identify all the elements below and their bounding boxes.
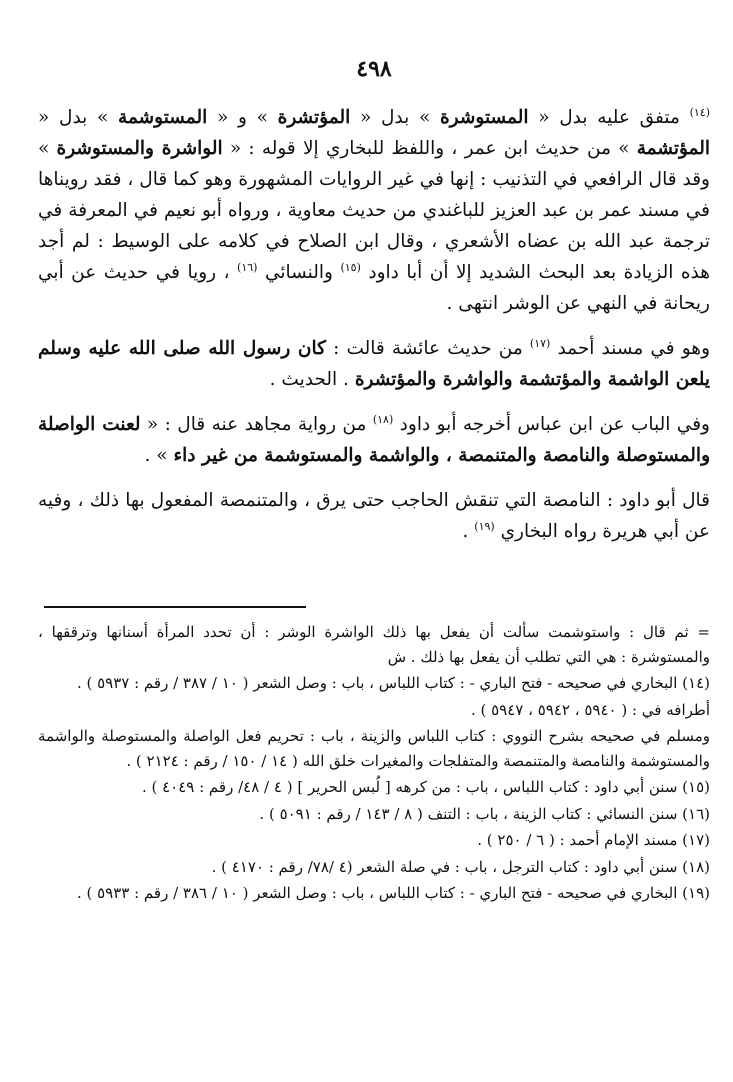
bold-text: المستوشرة <box>439 107 529 128</box>
footnote-ref: (١٦) <box>237 260 258 274</box>
text-run: ، رويا في حديث عن أبي ريحانة في النهي عن الوشر انتهى . <box>38 262 710 314</box>
text-run: متفق عليه بدل « <box>528 107 690 128</box>
text-run: من رواية مجاهد عنه قال : « <box>140 414 373 435</box>
text-run: » بدل « <box>38 107 119 128</box>
text-run: من حديث عائشة قالت : <box>325 338 530 359</box>
bold-text: المستوشمة <box>118 107 208 128</box>
paragraph <box>38 333 710 395</box>
page-number: ٤٩٨ <box>356 56 392 82</box>
text-run: والنسائي <box>257 262 341 283</box>
footnote-ref: (١٥) <box>340 260 361 274</box>
text-run: » من حديث ابن عمر ، واللفظ للبخاري إلا قوله : « <box>222 138 637 159</box>
footnote: (١٨) سنن أبي داود : كتاب الترجل ، باب : في صلة الشعر (٤ /٧٨/ رقم : ٤١٧٠ ) . <box>211 857 710 876</box>
footnote: (١٧) مسند الإمام أحمد : ( ٦ / ٢٥٠ ) . <box>477 831 710 849</box>
footnote: = ثم قال : واستوشمت سألت أن يفعل بها ذلك الواشرة الوشر : أن تحدد المرأة أسنانها وترققها ، والمستوشرة : هي التي تطلب أن يفعل بها ذلك . ش <box>38 623 710 666</box>
text-run: . <box>462 521 475 542</box>
book-page <box>38 0 710 1082</box>
footnote-ref: (١٩) <box>474 519 495 533</box>
bold-text: المؤتشرة <box>277 107 351 128</box>
footnote: (١٥) سنن أبي داود : كتاب اللباس ، باب : من كرهه [ لُبس الحرير ] ( ٤ / ٤٨/ رقم : ٤٠٤٩ ) . <box>141 778 710 796</box>
text-run: وهو في مسند أحمد <box>550 338 710 359</box>
footnote-ref: (١٤) <box>689 105 710 119</box>
text-run: وفي الباب عن ابن عباس أخرجه أبو داود <box>393 414 710 435</box>
footnote: (١٩) البخاري في صحيحه - فتح الباري - : كتاب اللباس ، باب : وصل الشعر ( ١٠ / ٣٨٦ / رقم : ٥٩٣٣ ) . <box>76 884 710 902</box>
footnote: (١٤) البخاري في صحيحه - فتح الباري - : كتاب اللباس ، باب : وصل الشعر ( ١٠ / ٣٨٧ / رقم : ٥٩٣٧ ) . <box>76 674 710 692</box>
main-text <box>38 102 710 561</box>
text-run: » وقد قال الرافعي في التذنيب : إنها في غير الروايات المشهورة وهو كما قال ، فقد رويناها في مسند عمر بن عبد العزيز للباغندي من حديث معاوية ، ورواه أبو نعيم في المعرفة في ترجمة عبد الله بن عضاه الأشعري ، وقال ابن الصلاح في كلامه على الوسيط : لم أجد هذه الزيادة بعد البحث الشديد إلا أن أبا داود <box>38 138 711 283</box>
footnote-divider <box>44 606 306 608</box>
paragraph <box>38 102 710 319</box>
footnote: ومسلم في صحيحه بشرح النووي : كتاب اللباس والزينة ، باب : تحريم فعل الواصلة والمستوصلة والواشمة والمستوشمة والنامصة والمتنمصة والمتفلجات والمغيرات خلق الله ( ١٤ / ١٥٠ / رقم : ٢١٢٤ ) . <box>38 727 710 770</box>
bold-text: الواشرة والمستوشرة <box>56 138 223 159</box>
bold-text: المؤتشمة <box>636 138 711 159</box>
footnotes <box>38 620 710 908</box>
bold-text: لعنت الواصلة والمستوصلة والنامصة والمتنمصة ، والواشمة والمستوشمة من غير داء <box>38 414 710 466</box>
footnote: أطرافه في : ( ٥٩٤٠ ، ٥٩٤٢ ، ٥٩٤٧ ) . <box>470 700 710 719</box>
text-run: » بدل « <box>350 107 440 128</box>
text-run: . الحديث . <box>269 369 355 390</box>
text-run: قال أبو داود : النامصة التي تنقش الحاجب حتى يرق ، والمتنمصة المفعول بها ذلك ، وفيه عن أبي هريرة رواه البخاري <box>38 490 710 542</box>
paragraph <box>38 409 710 471</box>
paragraph <box>38 485 710 547</box>
footnote-ref: (١٧) <box>529 336 551 350</box>
footnote: (١٦) سنن النسائي : كتاب الزينة ، باب : التنف ( ٨ / ١٤٣ / رقم : ٥٠٩١ ) . <box>259 804 710 823</box>
text-run: » و « <box>207 107 278 128</box>
text-run: » . <box>144 445 174 466</box>
footnote-ref: (١٨) <box>372 412 394 426</box>
bold-text: كان رسول الله صلى الله عليه وسلم يلعن الواشمة والمؤتشمة والواشرة والمؤتشرة <box>38 338 710 390</box>
